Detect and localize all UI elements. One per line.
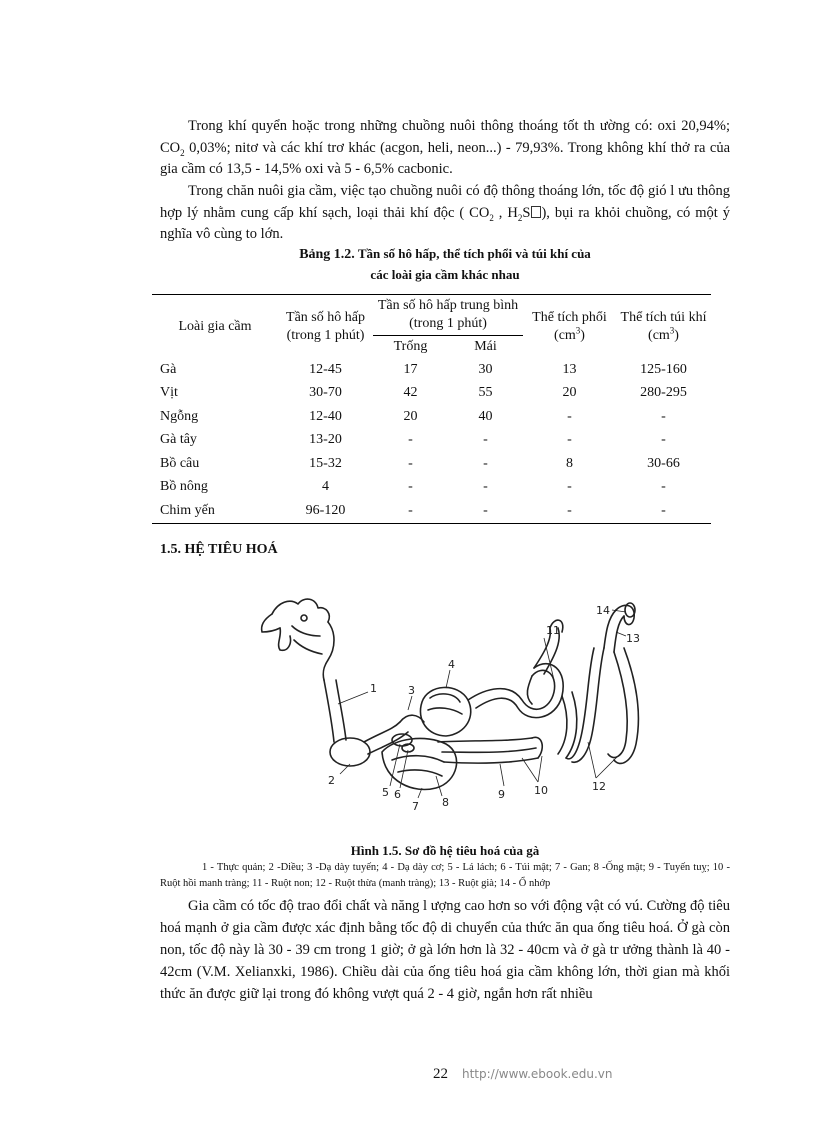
label-1: 1 <box>370 682 377 695</box>
label-11: 11 <box>546 624 560 637</box>
table-caption: Bảng 1.2. Tần số hô hấp, thể tích phổi và túi khí của các loài gia cầm khác nhau <box>299 246 591 282</box>
beak <box>262 614 280 632</box>
header-average-frequency: Tần số hô hấp trung bình (trong 1 phút) <box>373 295 523 336</box>
table-row: Gà tây 13-20 - - - - <box>160 432 666 448</box>
page-footer <box>433 1066 613 1083</box>
figure-legend: 1 - Thực quản; 2 -Diều; 3 -Dạ dày tuyến; 4 - Dạ dày cơ; 5 - Lá lách; 6 - Túi mật; 7 - Gan; 8 -Ống mật; 9 - Tuyến tuỵ; 10 - Ruột hồi manh tràng; 11 - Ruột non; 12 - Ruột thừa (manh tràng); 13 - Ruột già; 14 - Ổ nhớp <box>160 862 730 889</box>
paragraph-ventilation: Trong chăn nuôi gia cầm, việc tạo chuồng nuôi có độ thông thoáng lớn, tốc độ gió l ưu thông hợp lý nhằm cung cấp khí sạch, loại thải khí độc ( $CO_2$ , $H_2S$ ), bụi ra khỏi chuồng, có một ý nghĩa vô cùng to lớn. <box>160 183 730 242</box>
label-2: 2 <box>328 774 335 787</box>
header-male: Trống <box>393 339 428 354</box>
respiration-table <box>152 294 711 524</box>
table-row: Chim yến 96-120 - - - - <box>152 499 711 523</box>
label-4: 4 <box>448 658 455 671</box>
header-species: Loài gia cầm <box>178 318 252 334</box>
table-row: Bồ nông 4 - - - - <box>160 479 666 495</box>
table-row: Vịt 30-70 42 55 20 280-295 <box>160 385 687 401</box>
head-outline <box>323 622 334 680</box>
wattle <box>279 628 291 650</box>
header-female: Mái <box>474 339 497 354</box>
label-5: 5 <box>382 786 389 799</box>
label-8: 8 <box>442 796 449 809</box>
digestive-system-figure <box>232 592 672 832</box>
figure-caption: Hình 1.5. Sơ đồ hệ tiêu hoá của gà <box>350 843 540 858</box>
page-number: 22 <box>433 1066 448 1082</box>
label-10: 10 <box>534 784 548 797</box>
table-row: Bồ câu 15-32 - - 8 30-66 <box>160 455 680 471</box>
eye <box>301 615 307 621</box>
label-13: 13 <box>626 632 640 645</box>
label-7: 7 <box>412 800 419 813</box>
digestive-system-diagram <box>232 592 672 832</box>
table-row: Ngỗng 12-40 20 40 - - <box>160 408 666 424</box>
label-3: 3 <box>408 684 415 697</box>
header-air-sac-volume: Thể tích túi khí $(cm^3)$ <box>620 309 707 343</box>
label-9: 9 <box>498 788 505 801</box>
label-6: 6 <box>394 788 401 801</box>
header-lung-volume: Thể tích phổi $(cm^3)$ <box>532 309 607 343</box>
header-frequency: Tần số hô hấp (trong 1 phút) <box>286 309 365 343</box>
footer-url[interactable]: http://www.ebook.edu.vn <box>462 1067 613 1081</box>
table-row: Gà 12-45 17 30 13 125-160 <box>160 361 687 377</box>
label-14: 14 <box>596 604 610 617</box>
label-12: 12 <box>592 780 606 793</box>
paragraph-air-composition: Trong khí quyển hoặc trong những chuồng nuôi thông thoáng tốt th ường có: oxi 20,94%; $CO_2$ 0,03%; nitơ và các khí trơ khác (acgon, heli, neon...) - 79,93%. Trong không khí thở ra của gia cầm có 13,5 - 14,5% oxi và 5 - 6,5% cacbonic. <box>160 118 730 177</box>
paragraph-digestion-rate: Gia cầm có tốc độ trao đổi chất và năng l ượng cao hơn so với động vật có vú. Cường độ tiêu hoá mạnh ở gia cầm được xác định bằng tốc độ di chuyển của thức ăn qua ống tiêu hoá. Ở gà còn non, tốc độ này là 30 - 39 cm trong 1 giờ; ở gà lớn hơn là 32 - 40cm và ở gà tr ưởng thành là 40 - 42cm (V.M. Xelianxki, 1986). Chiều dài của ống tiêu hoá gia cầm không lớn, thời gian mà khối thức ăn được giữ lại trong đó không vượt quá 2 - 4 giờ, ngắn hơn rất nhiều <box>160 898 730 1002</box>
section-heading: 1.5. HỆ TIÊU HOÁ <box>160 542 278 557</box>
